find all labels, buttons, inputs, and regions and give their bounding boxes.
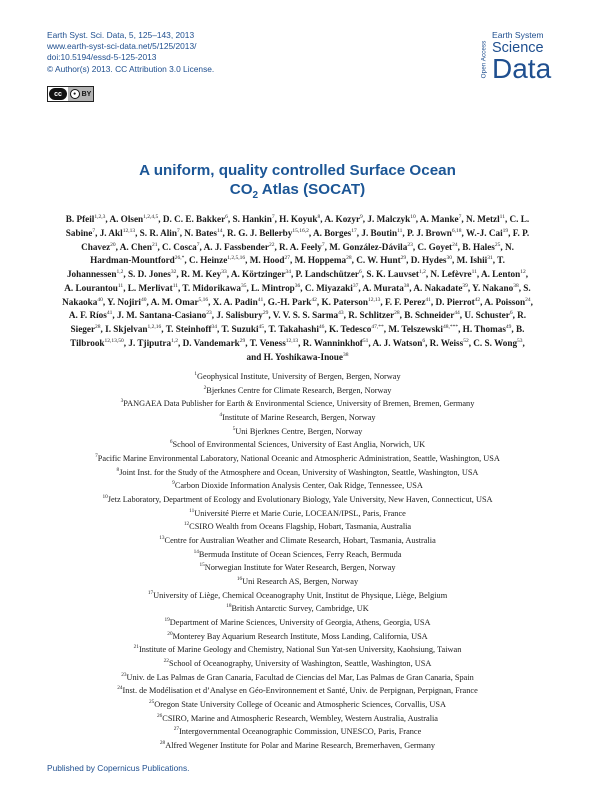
cc-by-license-badge[interactable]	[47, 86, 94, 102]
journal-logo-line2: Science	[492, 40, 544, 56]
author-affiliation-marker: 7	[458, 214, 462, 220]
affiliation-item: $^{18}$British Antarctic Survey, Cambridge, UK	[226, 603, 369, 614]
author-name: B. Pfeil$^{1,2,3}$	[65, 214, 106, 225]
author-affiliation-marker: 43	[338, 310, 344, 317]
author-affiliation-marker: 12,13,50	[104, 337, 124, 344]
author-affiliation-marker: 51	[362, 337, 369, 344]
by-label: ● BY	[68, 87, 93, 101]
author-name: M. Hood$^{27}$	[249, 255, 290, 266]
author-name: T. Veness$^{12,13}$	[249, 337, 299, 348]
author-affiliation-marker: 44	[454, 310, 460, 317]
author-name: B. Hales$^{25}$	[462, 241, 501, 252]
author-name: A. Körtzinger$^{34}$	[230, 269, 291, 280]
author-name: H. Yoshikawa-Inoue$^{38}$	[263, 351, 349, 362]
open-access-label: Open Access	[480, 40, 488, 79]
author-affiliation-marker: 6	[422, 337, 426, 344]
author-name: F. P. Chavez$^{20}$	[81, 227, 530, 252]
author-name: A. Olsen$^{1,2,4,5}$	[109, 214, 159, 225]
author-name: C. L. Sabine$^7$	[65, 214, 530, 238]
author-name: C. W. Hunt$^{29}$	[356, 255, 407, 266]
author-name: J. Boutin$^{11}$	[361, 227, 403, 238]
author-name: T. Suzuki$^{45}$	[221, 324, 265, 335]
author-affiliation-marker: 31	[487, 255, 493, 262]
affiliation-number: 20	[167, 630, 173, 637]
author-affiliation-marker: 27	[284, 255, 290, 262]
affiliation-item: $^2$Bjerknes Centre for Climate Research, Bergen, Norway	[203, 384, 392, 395]
author-affiliation-marker: 19	[502, 227, 509, 234]
citation-line: Earth Syst. Sci. Data, 5, 125–143, 2013	[47, 30, 195, 40]
author-name: Y. Nakano$^{38}$	[472, 282, 519, 293]
affiliation-item: $^{14}$Bermuda Institute of Ocean Sciences, Ferry Reach, Bermuda	[193, 548, 402, 559]
author-affiliation-marker: 38	[403, 282, 410, 289]
affiliation-number: 2	[203, 384, 207, 391]
affiliation-item: $^{11}$Université Pierre et Marie Curie, LOCEAN/IPSL, Paris, France	[189, 507, 406, 518]
author-name: S. R. Alin$^7$	[139, 227, 180, 238]
affiliation-item: $^4$Institute of Marine Research, Bergen, Norway	[219, 412, 376, 422]
author-affiliation-marker: 21	[151, 241, 158, 248]
author-name: A. Manke$^7$	[419, 214, 462, 225]
author-name: A. J. Fassbender$^{22}$	[203, 241, 275, 252]
affiliation-item: $^{25}$Oregon State University College of Oceanic and Atmospheric Sciences, Corvallis, USA	[148, 699, 446, 709]
affiliation-number: 9	[172, 480, 175, 487]
author-name: V. V. S. S. Sarma$^{43}$	[272, 310, 344, 321]
author-name: T. Johannessen$^{1,2}$	[66, 255, 505, 280]
author-affiliation-marker: 1,2,3	[94, 214, 106, 220]
author-affiliation-marker: 53	[517, 337, 523, 344]
author-affiliation-marker: 39	[462, 282, 468, 289]
publisher-footer: Published by Copernicus Publications.	[47, 763, 190, 773]
journal-logo	[492, 30, 551, 83]
affiliation-number: 17	[147, 589, 154, 596]
author-name: N. Hardman-Mountford$^{26,*}$	[90, 241, 514, 266]
author-name: B. Tilbrook$^{12,13,50}$	[70, 324, 525, 348]
author-name: M. Ishii$^{31}$	[456, 255, 493, 266]
author-affiliation-marker: 9	[360, 214, 363, 220]
paper-title	[0, 161, 595, 205]
title-line-2: $CO_2$ Atlas (SOCAT)	[229, 181, 366, 202]
author-name: A. Borges$^{17}$	[312, 227, 357, 238]
author-affiliation-marker: 47,**	[371, 324, 384, 331]
author-affiliation-marker: 46	[318, 324, 325, 331]
affiliation-item: $^{17}$University of Liège, Chemical Oceanography Unit, Institut de Physique, Liège, Belgium	[147, 589, 448, 600]
author-affiliation-marker: 6	[225, 214, 228, 220]
author-name: I. Skjelvan$^{1,2,16}$	[105, 324, 162, 335]
author-affiliation-marker: 1,2	[171, 337, 178, 344]
affiliation-number: 25	[148, 699, 155, 706]
author-affiliation-marker: 10	[410, 214, 416, 220]
author-affiliation-marker: 6,18	[451, 227, 462, 234]
affiliation-number: 26	[156, 712, 163, 719]
author-name: P. J. Brown$^{6,18}$	[406, 227, 462, 238]
author-affiliation-marker: 45	[258, 324, 265, 331]
author-affiliation-marker: 35	[240, 282, 247, 289]
affiliation-number: 22	[163, 658, 169, 665]
author-name: A. Murata$^{38}$	[362, 282, 410, 293]
author-affiliation-marker: 48,***	[442, 324, 459, 331]
affiliation-number: 13	[159, 535, 165, 542]
author-name: A. F. Ríos$^{41}$	[68, 310, 113, 321]
author-name: T. Midorikawa$^{35}$	[182, 282, 247, 293]
author-name: C. Goyet$^{24}$	[417, 241, 458, 252]
affiliation-number: 16	[236, 576, 243, 583]
affiliation-item: $^{22}$School of Oceanography, University of Washington, Seattle, Washington, USA	[163, 658, 432, 668]
author-name: J. Malczyk$^{10}$	[367, 214, 416, 225]
affiliation-item: $^{12}$CSIRO Wealth from Oceans Flagship, Hobart, Tasmania, Australia	[183, 521, 412, 532]
author-affiliation-marker: 34	[211, 324, 217, 331]
author-affiliation-marker: 1,2	[116, 269, 124, 276]
author-affiliation-marker: 12,13	[367, 296, 381, 303]
author-name: A. Lenton$^{12}$	[480, 269, 526, 280]
author-name: H. Koyuk$^8$	[279, 214, 321, 225]
author-name: S. Nakaoka$^{40}$	[62, 282, 531, 307]
author-name: J. Salisbury$^{29}$	[216, 310, 269, 321]
author-name: P. Landschützer$^6$	[295, 269, 362, 280]
author-affiliation-marker: 30	[446, 255, 452, 262]
author-affiliation-marker: 12,13	[285, 337, 299, 344]
author-name: R. G. J. Bellerby$^{15,16,2}$	[227, 227, 309, 238]
journal-logo-line3: Data	[492, 53, 552, 84]
affiliation-number: 10	[102, 494, 108, 501]
author-affiliation-marker: 29	[239, 337, 246, 344]
affiliation-number: 14	[193, 548, 199, 555]
affiliation-number: 24	[117, 685, 123, 692]
author-name: F. F. Perez$^{41}$	[384, 296, 431, 307]
author-name: S. D. Jones$^{32}$	[127, 269, 177, 280]
author-affiliation-marker: 49	[505, 324, 512, 331]
author-affiliation-marker: 26,*	[174, 255, 185, 262]
affiliation-number: 7	[95, 453, 98, 460]
author-affiliation-marker: 11	[117, 282, 124, 289]
author-name: C. Heinze$^{1,2,5,16}$	[189, 255, 246, 266]
attribution-person-icon: ●	[70, 89, 80, 99]
author-affiliation-marker: 12	[520, 269, 526, 276]
author-affiliation-marker: 15,16,2	[292, 227, 309, 234]
author-affiliation-marker: 5,16	[198, 296, 209, 303]
author-name: B. Schneider$^{44}$	[404, 310, 460, 321]
affiliation-list	[49, 369, 546, 752]
affiliation-number: 12	[183, 521, 190, 528]
author-affiliation-marker: 6	[359, 269, 362, 276]
author-name: A. Nakadate$^{39}$	[413, 282, 468, 293]
author-affiliation-marker: 28	[394, 310, 400, 317]
author-name: D. C. E. Bakker$^6$	[162, 214, 228, 225]
author-affiliation-marker: 29	[262, 310, 269, 317]
affiliation-item: $^8$Joint Inst. for the Study of the Atmosphere and Ocean, University of Washington, Seattle, Washington, USA	[116, 466, 479, 477]
affiliation-item: $^1$Geophysical Institute, University of Bergen, Bergen, Norway	[194, 371, 401, 381]
author-affiliation-marker: 25	[494, 241, 501, 248]
affiliation-item: $^{16}$Uni Research AS, Bergen, Norway	[236, 576, 359, 586]
author-name: A. Kozyr$^9$	[324, 214, 363, 225]
author-name: R. Sieger$^{28}$	[70, 310, 527, 335]
affiliation-number: 28	[159, 740, 166, 747]
author-name: J. Akl$^{12,13}$	[99, 227, 136, 238]
author-name: D. Vandemark$^{29}$	[182, 337, 246, 348]
affiliation-item: $^{26}$CSIRO, Marine and Atmospheric Research, Wembley, Western Australia, Australia	[156, 712, 438, 723]
author-affiliation-marker: 7	[176, 227, 180, 234]
author-name: N. Bates$^{14}$	[184, 227, 223, 238]
author-name: K. Paterson$^{12,13}$	[321, 296, 381, 307]
author-name: X. A. Padin$^{41}$	[212, 296, 264, 307]
author-name: A. J. Watson$^6$	[372, 337, 426, 348]
author-affiliation-marker: 7	[271, 214, 275, 220]
author-affiliation-marker: 7	[321, 241, 325, 248]
affiliation-item: $^{13}$Centre for Australian Weather and Climate Research, Hobart, Tasmania, Australia	[159, 535, 436, 545]
author-name: M. Hoppema$^{28}$	[294, 255, 352, 266]
author-affiliation-marker: 11	[471, 269, 477, 276]
author-affiliation-marker: 6	[509, 310, 513, 317]
author-affiliation-marker: 1,2,4,5	[143, 214, 159, 220]
author-affiliation-marker: 36	[294, 282, 301, 289]
author-affiliation-marker: 23	[407, 241, 413, 248]
affiliation-number: 19	[164, 617, 170, 624]
journal-logo-line1: Earth System	[492, 30, 544, 40]
author-affiliation-marker: 11	[172, 282, 178, 289]
affiliation-item: $^{21}$Institute of Marine Geology and Chemistry, National Sun Yat-sen University, Kaohsiung, Taiwan	[133, 644, 462, 655]
author-name: A. M. Omar$^{5,16}$	[150, 296, 209, 307]
author-name: S. Hankin$^7$	[232, 214, 275, 225]
author-name: M. González-Dávila$^{23}$	[329, 241, 413, 252]
affiliation-number: 5	[232, 425, 236, 432]
title-line-1: A uniform, quality controlled Surface Ocean	[139, 162, 456, 179]
author-affiliation-marker: 32	[170, 269, 177, 276]
author-name: G.-H. Park$^{42}$	[267, 296, 317, 307]
author-affiliation-marker: 41	[425, 296, 431, 303]
author-affiliation-marker: 20	[110, 241, 116, 248]
author-affiliation-marker: 28	[346, 255, 352, 262]
affiliation-item: $^9$Carbon Dioxide Information Analysis Center, Oak Ridge, Tennessee, USA	[172, 480, 423, 491]
affiliation-number: 1	[194, 371, 198, 377]
author-affiliation-marker: 28	[95, 324, 101, 331]
author-affiliation-marker: 33	[221, 269, 227, 276]
affiliation-item: $^{27}$Intergovernmental Oceanographic Commission, UNESCO, Paris, France	[173, 726, 422, 737]
author-affiliation-marker: 17	[351, 227, 357, 234]
affiliation-item: $^{28}$Alfred Wegener Institute for Polar and Marine Research, Bremerhaven, Germany	[159, 740, 436, 750]
author-name: D. Pierrot$^{42}$	[435, 296, 481, 307]
affiliation-item: $^{23}$Univ. de Las Palmas de Gran Canaria, Facultad de Ciencias del Mar, Las Palmas de Gran Canaria, Spain	[121, 671, 474, 682]
author-affiliation-marker: 42	[311, 296, 317, 303]
author-affiliation-marker: 38	[342, 351, 349, 358]
citation-header	[47, 30, 214, 75]
author-name: R. M. Key$^{33}$	[180, 269, 227, 280]
license-text: © Author(s) 2013. CC Attribution 3.0 License.	[47, 63, 215, 74]
author-affiliation-marker: 40	[140, 296, 147, 303]
author-name: N. Metzl$^{11}$	[465, 214, 505, 225]
author-name: R. Wanninkhof$^{51}$	[302, 337, 369, 348]
author-name: R. A. Feely$^7$	[279, 241, 325, 252]
affiliation-number: 4	[219, 412, 223, 419]
author-affiliation-marker: 14	[216, 227, 223, 234]
author-name: L. Mintrop$^{36}$	[251, 282, 301, 293]
author-affiliation-marker: 23	[206, 310, 212, 317]
cc-icon: cc	[49, 88, 67, 100]
author-affiliation-marker: 7	[92, 227, 96, 234]
author-affiliation-marker: 8	[317, 214, 321, 220]
author-name: T. Steinhoff$^{34}$	[165, 324, 217, 335]
author-name: U. Schuster$^6$	[464, 310, 513, 321]
author-name: N. Lefèvre$^{11}$	[430, 269, 477, 280]
author-name: A. Poisson$^{24}$	[484, 296, 531, 307]
affiliation-item: $^5$Uni Bjerknes Centre, Bergen, Norway	[232, 425, 363, 436]
affiliation-item: $^{20}$Monterey Bay Aquarium Research Institute, Moss Landing, California, USA	[167, 630, 428, 641]
author-affiliation-marker: 42	[474, 296, 481, 303]
affiliation-number: 18	[226, 603, 232, 610]
author-affiliation-marker: 29	[400, 255, 407, 262]
author-list: B. Pfeil$^{1,2,3}$, A. Olsen$^{1,2,4,5}$, D. C. E. Bakker$^6$, S. Hankin$^7$, H. Koyuk$^8$, A. Kozyr$^9$, J. Malczyk$^{10}$, A. Manke$^7$, N. Metzl$^{11}$, C. L. Sabine$^7$, J. Akl$^{12,13}$, S. R. Alin$^7$, N. Bates$^{14}$, R. G. J. Bellerby$^{15,16,2}$, A. Borges$^{17}$, J. Boutin$^{11}$, P. J. Brown$^{6,18}$, W.-J. Cai$^{19}$, F. P. Chavez$^{20}$, A. Chen$^{21}$, C. Cosca$^7$, A. J. Fassbender$^{22}$, R. A. Feely$^7$, M. González-Dávila$^{23}$, C. Goyet$^{24}$, B. Hales$^{25}$, N. Hardman-Mountford$^{26,*}$, C. Heinze$^{1,2,5,16}$, M. Hood$^{27}$, M. Hoppema$^{28}$, C. W. Hunt$^{29}$, D. Hydes$^{30}$, M. Ishii$^{31}$, T. Johannessen$^{1,2}$, S. D. Jones$^{32}$, R. M. Key$^{33}$, A. Körtzinger$^{34}$, P. Landschützer$^6$, S. K. Lauvset$^{1,2}$, N. Lefèvre$^{11}$, A. Lenton$^{12}$, A. Lourantou$^{11}$, L. Merlivat$^{11}$, T. Midorikawa$^{35}$, L. Mintrop$^{36}$, C. Miyazaki$^{37}$, A. Murata$^{38}$, A. Nakadate$^{39}$, Y. Nakano$^{38}$, S. Nakaoka$^{40}$, Y. Nojiri$^{40}$, A. M. Omar$^{5,16}$, X. A. Padin$^{41}$, G.-H. Park$^{42}$, K. Paterson$^{12,13}$, F. F. Perez$^{41}$, D. Pierrot$^{42}$, A. Poisson$^{24}$, A. F. Ríos$^{41}$, J. M. Santana-Casiano$^{23}$, J. Salisbury$^{29}$, V. V. S. S. Sarma$^{43}$, R. Schlitzer$^{28}$, B. Schneider$^{44}$, U. Schuster$^6$, R. Sieger$^{28}$, I. Skjelvan$^{1,2,16}$, T. Steinhoff$^{34}$, T. Suzuki$^{45}$, T. Takahashi$^{46}$, K. Tedesco$^{47,**}$, M. Telszewski$^{48,***}$, H. Thomas$^{49}$, B. Tilbrook$^{12,13,50}$, J. Tjiputra$^{1,2}$, D. Vandemark$^{29}$, T. Veness$^{12,13}$, R. Wanninkhof$^{51}$, A. J. Watson$^6$, R. Weiss$^{52}$, C. S. Wong$^{53}$, and H. Yoshikawa-Inoue$^{38}$	[62, 214, 533, 362]
affiliation-number: 21	[133, 644, 139, 651]
affiliation-number: 6	[169, 439, 173, 446]
author-affiliation-marker: 34	[285, 269, 291, 276]
author-name: S. K. Lauvset$^{1,2}$	[366, 269, 426, 280]
author-affiliation-marker: 11	[397, 227, 403, 234]
author-name: A. Lourantou$^{11}$	[64, 282, 124, 293]
affiliation-number: 15	[199, 562, 205, 569]
author-affiliation-marker: 7	[196, 241, 200, 248]
author-name: J. M. Santana-Casiano$^{23}$	[116, 310, 212, 321]
author-name: D. Hydes$^{30}$	[410, 255, 452, 266]
author-affiliation-marker: 1,2,5,16	[227, 255, 246, 262]
affiliation-number: 11	[189, 507, 195, 514]
author-affiliation-marker: 40	[97, 296, 103, 303]
author-affiliation-marker: 1,2,16	[147, 324, 162, 331]
affiliation-item: $^{24}$Inst. de Modélisation et d’Analyse en Géo-Environnement et Santé, Univ. de Perpignan, Perpignan, France	[117, 685, 478, 696]
affiliation-item: $^7$Pacific Marine Environmental Laboratory, National Oceanic and Atmospheric Administration, Seattle, Washington, USA	[95, 453, 500, 463]
author-affiliation-marker: 52	[463, 337, 469, 344]
journal-url-link[interactable]: www.earth-syst-sci-data.net/5/125/2013/	[47, 41, 197, 52]
author-affiliation-marker: 12,13	[122, 227, 136, 234]
affiliation-number: 3	[120, 398, 124, 405]
author-affiliation-marker: 24	[525, 296, 531, 303]
author-name: W.-J. Cai$^{19}$	[465, 227, 509, 238]
affiliation-item: $^{10}$Jetz Laboratory, Department of Ecology and Evolutionary Biology, Yale University, New Haven, Connecticut, USA	[102, 494, 493, 504]
author-name: H. Thomas$^{49}$	[462, 324, 512, 335]
affiliation-item: $^3$PANGAEA Data Publisher for Earth & Environmental Science, University of Bremen, Bremen, Germany	[120, 398, 475, 409]
author-name: L. Merlivat$^{11}$	[127, 282, 178, 293]
author-affiliation-marker: 1,2	[418, 269, 426, 276]
doi-link[interactable]: doi:10.5194/essd-5-125-2013	[47, 52, 157, 63]
author-name: C. Cosca$^7$	[162, 241, 200, 252]
author-name: M. Telszewski$^{48,***}$	[388, 324, 459, 335]
affiliation-number: 23	[121, 671, 127, 678]
affiliation-item: $^6$School of Environmental Sciences, University of East Anglia, Norwich, UK	[169, 439, 426, 450]
author-name: J. Tjiputra$^{1,2}$	[128, 337, 178, 348]
affiliation-item: $^{19}$Department of Marine Sciences, University of Georgia, Athens, Georgia, USA	[164, 617, 431, 627]
author-affiliation-marker: 38	[513, 282, 519, 289]
author-name: T. Takahashi$^{46}$	[268, 324, 325, 335]
affiliation-item: $^{15}$Norwegian Institute for Water Research, Bergen, Norway	[199, 562, 396, 573]
author-name: A. Chen$^{21}$	[119, 241, 158, 252]
author-name: C. S. Wong$^{53}$	[473, 337, 523, 348]
author-name: K. Tedesco$^{47,**}$	[328, 324, 384, 335]
author-affiliation-marker: 24	[452, 241, 458, 248]
author-affiliation-marker: 22	[268, 241, 275, 248]
author-affiliation-marker: 11	[499, 214, 505, 220]
author-name: Y. Nojiri$^{40}$	[107, 296, 147, 307]
author-name: R. Weiss$^{52}$	[429, 337, 469, 348]
author-affiliation-marker: 37	[352, 282, 359, 289]
author-affiliation-marker: 41	[106, 310, 113, 317]
affiliation-number: 27	[173, 726, 180, 733]
author-name: R. Schlitzer$^{28}$	[348, 310, 400, 321]
author-affiliation-marker: 41	[257, 296, 264, 303]
author-name: C. Miyazaki$^{37}$	[304, 282, 359, 293]
affiliation-number: 8	[116, 466, 120, 473]
